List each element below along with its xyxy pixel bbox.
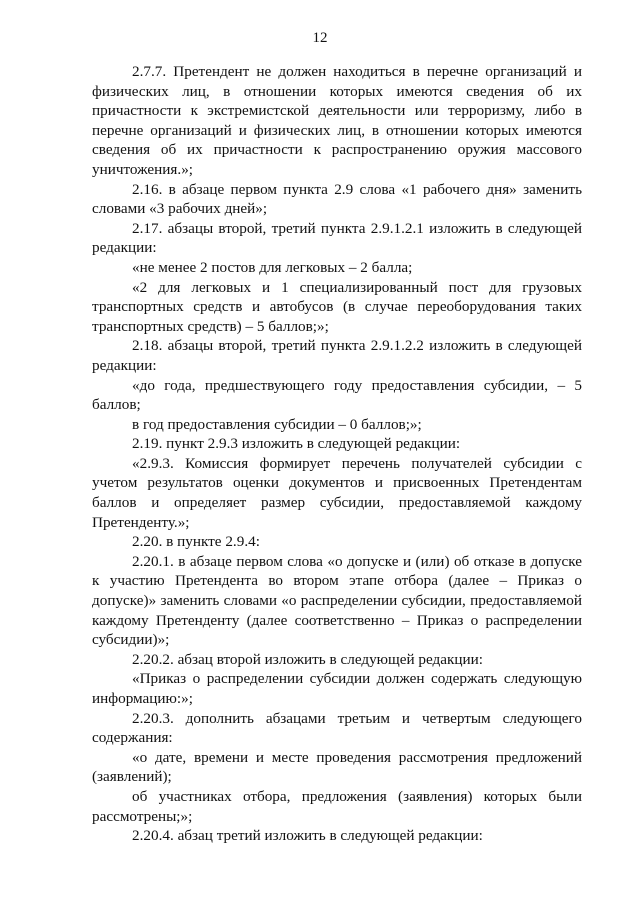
paragraph: 2.20.4. абзац третий изложить в следующей редакции:	[132, 827, 483, 845]
paragraph: 2.20.3. дополнить абзацами третьим и четвертым следующего содержания:	[92, 709, 582, 747]
paragraph: 2.18. абзацы второй, третий пункта 2.9.1.2.2 изложить в следующей редакции:	[92, 337, 582, 374]
paragraph: 2.19. пункт 2.9.3 изложить в следующей редакции:	[132, 435, 461, 453]
paragraph: 2.17. абзацы второй, третий пункта 2.9.1.2.1 изложить в следующей редакции:	[92, 219, 582, 257]
paragraph: 2.16. в абзаце первом пункта 2.9 слова «1 рабочего дня» заменить словами «3 рабочих дней»;	[92, 180, 582, 218]
paragraph: «2 для легковых и 1 специализированный пост для грузовых транспортных средств и автобусов (в случае переоборудования таких транспортных средств) – 5 баллов;»;	[92, 278, 582, 335]
paragraph: 2.20.2. абзац второй изложить в следующей редакции:	[132, 650, 483, 668]
paragraph: «до года, предшествующего году предоставления субсидии, – 5 баллов;	[92, 376, 582, 414]
document-body	[92, 62, 582, 846]
paragraph: «не менее 2 постов для легковых – 2 балла;	[132, 258, 413, 276]
paragraph: «2.9.3. Комиссия формирует перечень получателей субсидии с учетом результатов оценки документов и присвоенных Претендентам баллов и определяет размер субсидии, предоставляемой каждому Претенденту.»;	[92, 454, 582, 531]
paragraph: 2.20.1. в абзаце первом слова «о допуске и (или) об отказе в допуске к участию Претендента во втором этапе отбора (далее – Приказ о допуске)» заменить словами «о распределении субсидии, предоставляемой каждому Претенденту (далее соответственно – Приказ о распределении субсидии)»;	[92, 552, 582, 649]
paragraph: «Приказ о распределении субсидии должен содержать следующую информацию:»;	[92, 670, 582, 707]
paragraph: об участниках отбора, предложения (заявления) которых были рассмотрены;»;	[92, 787, 582, 825]
paragraph: в год предоставления субсидии – 0 баллов;»;	[132, 415, 422, 433]
paragraph: 2.20. в пункте 2.9.4:	[132, 533, 260, 551]
page-number: 12	[312, 30, 328, 46]
paragraph: 2.7.7. Претендент не должен находиться в перечне организаций и физических лиц, в отношении которых имеются сведения об их причастности к экстремистской деятельности или терроризму, либо в перечне организаций и физических лиц, в отношении которых имеются сведения об их причастности к распространению оружия массового уничтожения.»;	[92, 63, 582, 178]
paragraph: «о дате, времени и месте проведения рассмотрения предложений (заявлений);	[92, 748, 582, 786]
